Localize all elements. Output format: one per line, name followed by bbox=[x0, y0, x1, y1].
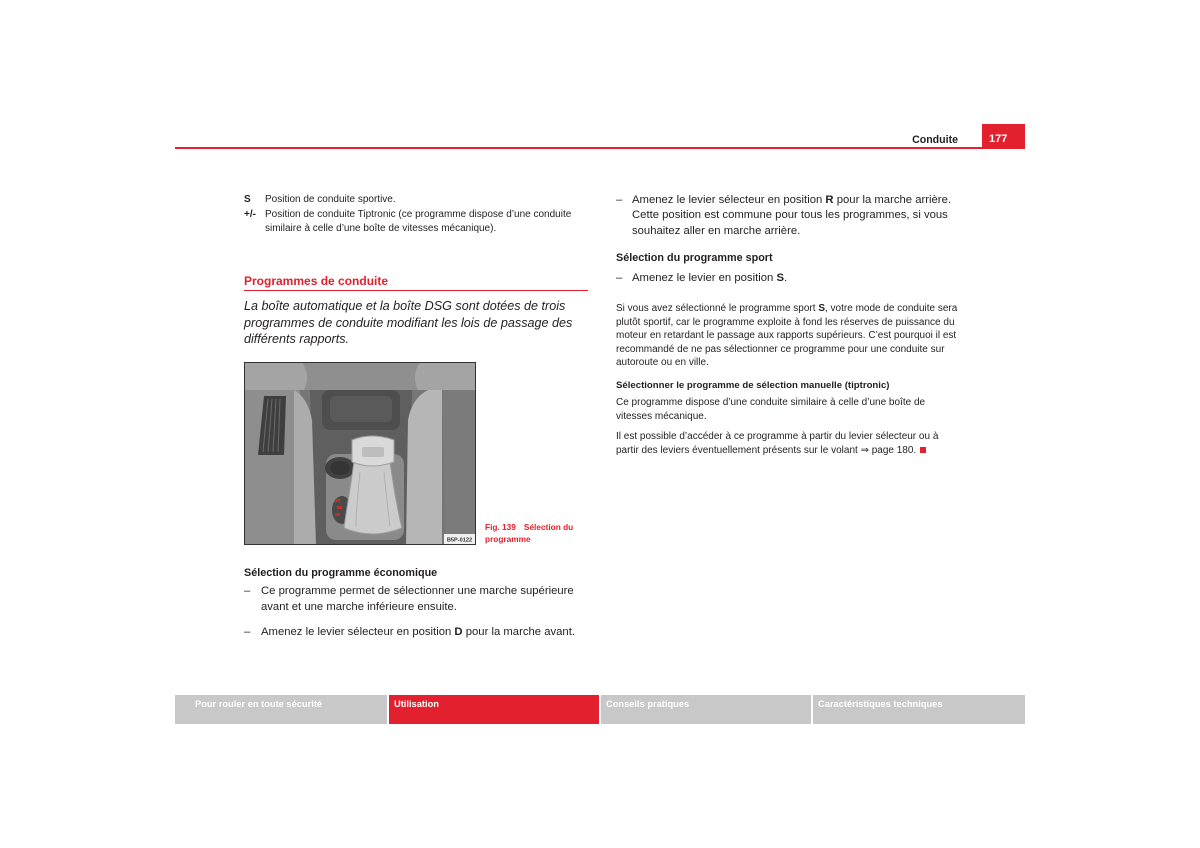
running-header-title: Conduite bbox=[912, 134, 958, 146]
reverse-instruction bbox=[632, 192, 951, 208]
footer-tab-caracteristiques bbox=[813, 695, 1025, 724]
figure-caption-line bbox=[485, 521, 573, 533]
economy-item-line: Ce programme permet de sélectionner une marche supérieure bbox=[261, 585, 574, 597]
figure-caption-text: Sélection du bbox=[523, 522, 574, 532]
gear-knob bbox=[352, 436, 394, 466]
end-of-section-mark bbox=[920, 447, 926, 453]
dashboard-lower-panel bbox=[244, 362, 476, 390]
economy-drive-instruction bbox=[261, 624, 575, 640]
text-segment: , votre mode de conduite sera bbox=[825, 303, 958, 314]
footer-tab-utilisation bbox=[389, 695, 599, 724]
definition-key-plus-minus: +/- bbox=[244, 209, 256, 220]
tiptronic-paragraph-line: Ce programme dispose d’une conduite similaire à celle d’une boîte de bbox=[616, 397, 926, 408]
cup-holder bbox=[325, 457, 355, 479]
footer-tab-label: Utilisation bbox=[394, 699, 439, 709]
footer-tab-label: Caractéristiques techniques bbox=[818, 699, 943, 709]
text-segment: pour la marche arrière. bbox=[833, 194, 951, 206]
sport-note-line: plutôt sportif, car le programme exploite à fond les réserves de puissance du bbox=[616, 317, 955, 328]
figure-caption-label: Fig. 139 bbox=[485, 522, 516, 532]
economy-subtitle: Sélection du programme économique bbox=[244, 567, 438, 579]
sport-note-line bbox=[616, 302, 957, 316]
section-heading: Programmes de conduite bbox=[244, 274, 389, 288]
list-bullet: – bbox=[244, 626, 251, 638]
sport-note-line: autoroute ou en ville. bbox=[616, 357, 709, 368]
sport-subtitle: Sélection du programme sport bbox=[616, 252, 773, 264]
sport-note-line: moteur en retardant le passage aux rapports supérieurs. C’est pourquoi il est bbox=[616, 330, 957, 341]
text-segment: Amenez le levier sélecteur en position bbox=[632, 194, 826, 206]
footer-tab-label: Conseils pratiques bbox=[606, 699, 690, 709]
gear-position-s: S bbox=[776, 272, 784, 284]
page-number: 177 bbox=[989, 133, 1008, 145]
text-segment: Amenez le levier en position bbox=[632, 272, 777, 284]
list-bullet: – bbox=[616, 194, 623, 206]
footer-tab-conseils bbox=[601, 695, 811, 724]
tiptronic-subtitle: Sélectionner le programme de sélection manuelle (tiptronic) bbox=[616, 380, 890, 391]
image-code: B5P-0122 bbox=[446, 537, 473, 544]
reverse-item-line: souhaitez aller en marche arrière. bbox=[632, 225, 801, 237]
definition-text-plus-minus-line: similaire à celle d’une boîte de vitesses mécanique). bbox=[265, 223, 497, 234]
intro-line: programmes de conduite modifiant les lois de passage des bbox=[244, 316, 573, 330]
page-reference-text: partir des leviers éventuellement présents sur le volant ⇒ page 180. bbox=[616, 445, 917, 456]
figure-139 bbox=[244, 362, 476, 545]
figure-caption-text: programme bbox=[485, 534, 531, 544]
tiptronic-paragraph-line: vitesses mécanique. bbox=[616, 411, 707, 422]
gear-position-d: D bbox=[454, 626, 463, 638]
image-code-label bbox=[444, 534, 475, 544]
gear-position-s: S bbox=[818, 303, 825, 314]
sport-instruction bbox=[632, 270, 787, 286]
footer-tab-label: Pour rouler en toute sécurité bbox=[195, 699, 323, 709]
definition-text-plus-minus-line: Position de conduite Tiptronic (ce programme dispose d’une conduite bbox=[265, 209, 572, 220]
footer-tab-securite bbox=[175, 695, 387, 724]
text-segment: pour la marche avant. bbox=[462, 626, 575, 638]
text-segment: Amenez le levier sélecteur en position bbox=[261, 626, 455, 638]
intro-line: La boîte automatique et la boîte DSG sont dotées de trois bbox=[244, 299, 566, 313]
gear-selector-illustration bbox=[244, 362, 476, 545]
section-heading-rule bbox=[244, 290, 588, 291]
reverse-item-line: Cette position est commune pour tous les programmes, si vous bbox=[632, 209, 948, 221]
definition-text-s: Position de conduite sportive. bbox=[265, 194, 396, 205]
text-segment: . bbox=[783, 272, 788, 284]
list-bullet: – bbox=[616, 272, 623, 284]
list-bullet: – bbox=[244, 585, 251, 597]
tiptronic-paragraph-line: Il est possible d’accéder à ce programme à partir du levier sélecteur ou à bbox=[616, 431, 939, 442]
gear-position-r: R bbox=[825, 194, 834, 206]
page-number-box bbox=[982, 124, 1025, 148]
header-rule bbox=[175, 147, 1025, 149]
economy-item-line: avant et une marche inférieure ensuite. bbox=[261, 601, 457, 613]
text-segment: Si vous avez sélectionné le programme sport bbox=[616, 303, 819, 314]
sport-note-line: recommandé de ne pas sélectionner ce programme pour une conduite sur bbox=[616, 344, 945, 355]
intro-line: différents rapports. bbox=[244, 332, 349, 346]
tiptronic-paragraph-last-line bbox=[616, 444, 926, 458]
definition-key-s: S bbox=[244, 194, 251, 205]
